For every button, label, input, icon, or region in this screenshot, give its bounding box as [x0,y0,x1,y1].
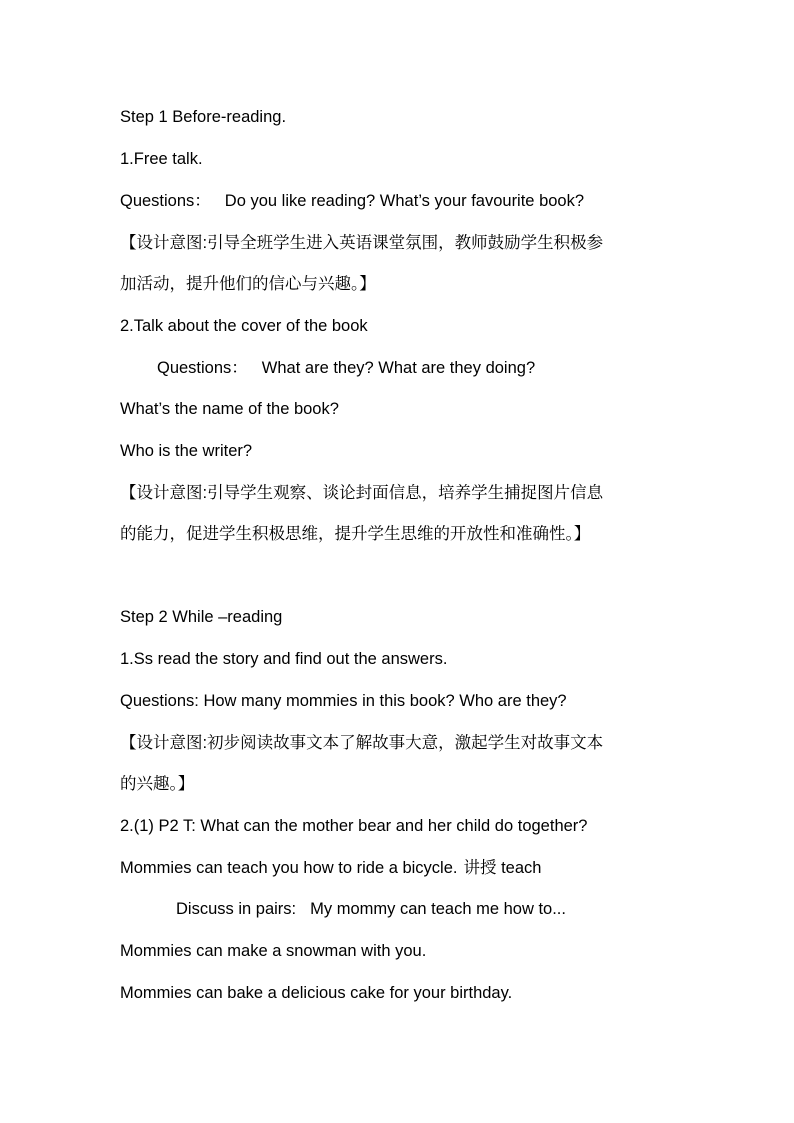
step1-question-2 [157,357,535,379]
step1-question-2-line3: Who is the writer? [120,442,253,460]
step2-discuss-pairs [176,898,566,920]
step1-item-free-talk: 1.Free talk. [120,150,203,168]
discuss-label: Discuss in pairs: [176,900,297,918]
step2-design-note-1-line2: 的兴趣。】 [120,775,195,793]
step1-question-1 [120,190,584,212]
question-text: Do you like reading? What’s your favourite book? [224,192,585,210]
question-label: Questions： [157,359,248,377]
step1-item-cover: 2.Talk about the cover of the book [120,317,368,335]
question-text: What are they? What are they doing? [261,359,536,377]
discuss-text: My mommy can teach me how to... [310,900,566,918]
step2-line-snowman: Mommies can make a snowman with you. [120,942,427,960]
step2-heading: Step 2 While –reading [120,608,283,626]
step2-line-cake: Mommies can bake a delicious cake for your birthday. [120,984,513,1002]
step2-item-read-story: 1.Ss read the story and find out the answers. [120,650,448,668]
step2-line-teach [120,857,541,879]
sentence-text: Mommies can teach you how to ride a bicycle. [120,859,458,877]
step2-item-p2: 2.(1) P2 T: What can the mother bear and her child do together? [120,817,588,835]
step1-question-2-line2: What’s the name of the book? [120,400,339,418]
step2-question-1: Questions: How many mommies in this book? Who are they? [120,692,567,710]
step1-design-note-1-line1: 【设计意图:引导全班学生进入英语课堂氛围，教师鼓励学生积极参 [120,234,604,252]
step1-design-note-2-line1: 【设计意图:引导学生观察、谈论封面信息，培养学生捕捉图片信息 [120,484,604,502]
teaching-note: 讲授 teach [463,859,542,877]
step1-design-note-2-line2: 的能力，促进学生积极思维，提升学生思维的开放性和准确性。】 [120,525,591,543]
step1-heading: Step 1 Before-reading. [120,108,287,126]
step1-design-note-1-line2: 加活动，提升他们的信心与兴趣。】 [120,275,376,293]
question-label: Questions： [120,192,211,210]
step2-design-note-1-line1: 【设计意图:初步阅读故事文本了解故事大意，激起学生对故事文本 [120,734,604,752]
